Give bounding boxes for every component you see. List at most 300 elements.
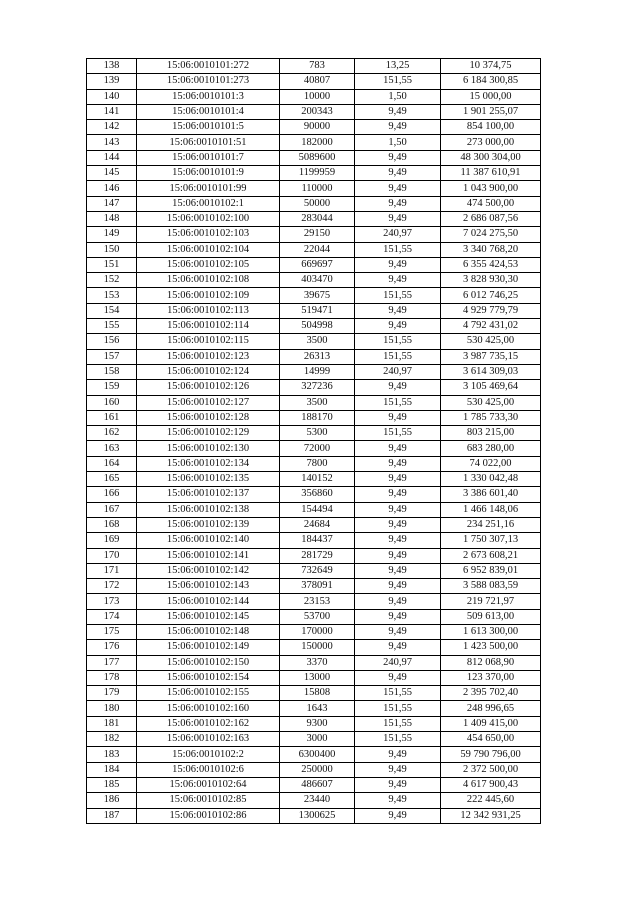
- area-cell: 72000: [280, 441, 355, 456]
- table-row: [87, 594, 541, 609]
- table-row: [87, 732, 541, 747]
- area-cell: 1300625: [280, 808, 355, 823]
- cadastral-number-cell: 15:06:0010102:2: [137, 747, 280, 762]
- rate-cell: 13,25: [355, 59, 441, 74]
- row-number-cell: 142: [87, 120, 137, 135]
- area-cell: 29150: [280, 227, 355, 242]
- table-row: [87, 808, 541, 823]
- row-number-cell: 138: [87, 59, 137, 74]
- rate-cell: 9,49: [355, 640, 441, 655]
- area-cell: 150000: [280, 640, 355, 655]
- rate-cell: 9,49: [355, 793, 441, 808]
- area-cell: 53700: [280, 609, 355, 624]
- cadastral-number-cell: 15:06:0010102:108: [137, 273, 280, 288]
- value-cell: 3 340 768,20: [441, 242, 541, 257]
- cadastral-number-cell: 15:06:0010102:145: [137, 609, 280, 624]
- area-cell: 281729: [280, 548, 355, 563]
- cadastral-number-cell: 15:06:0010101:99: [137, 181, 280, 196]
- row-number-cell: 162: [87, 426, 137, 441]
- table-row: [87, 472, 541, 487]
- rate-cell: 9,49: [355, 533, 441, 548]
- area-cell: 50000: [280, 196, 355, 211]
- row-number-cell: 155: [87, 319, 137, 334]
- rate-cell: 240,97: [355, 227, 441, 242]
- rate-cell: 151,55: [355, 349, 441, 364]
- row-number-cell: 179: [87, 686, 137, 701]
- value-cell: 2 372 500,00: [441, 762, 541, 777]
- value-cell: 3 614 309,03: [441, 364, 541, 379]
- document-page: [86, 58, 540, 824]
- rate-cell: 9,49: [355, 472, 441, 487]
- rate-cell: 9,49: [355, 579, 441, 594]
- cadastral-number-cell: 15:06:0010101:273: [137, 74, 280, 89]
- cadastral-number-cell: 15:06:0010102:134: [137, 456, 280, 471]
- area-cell: 403470: [280, 273, 355, 288]
- row-number-cell: 180: [87, 701, 137, 716]
- cadastral-number-cell: 15:06:0010102:143: [137, 579, 280, 594]
- cadastral-number-cell: 15:06:0010102:6: [137, 762, 280, 777]
- table-row: [87, 211, 541, 226]
- area-cell: 14999: [280, 364, 355, 379]
- table-row: [87, 410, 541, 425]
- table-row: [87, 701, 541, 716]
- value-cell: 3 386 601,40: [441, 487, 541, 502]
- row-number-cell: 171: [87, 563, 137, 578]
- area-cell: 188170: [280, 410, 355, 425]
- table-row: [87, 319, 541, 334]
- area-cell: 40807: [280, 74, 355, 89]
- rate-cell: 9,49: [355, 441, 441, 456]
- rate-cell: 9,49: [355, 609, 441, 624]
- area-cell: 10000: [280, 89, 355, 104]
- row-number-cell: 178: [87, 670, 137, 685]
- value-cell: 4 792 431,02: [441, 319, 541, 334]
- cadastral-number-cell: 15:06:0010102:130: [137, 441, 280, 456]
- cadastral-number-cell: 15:06:0010102:124: [137, 364, 280, 379]
- value-cell: 1 901 255,07: [441, 104, 541, 119]
- cadastral-number-cell: 15:06:0010102:135: [137, 472, 280, 487]
- value-cell: 3 105 469,64: [441, 380, 541, 395]
- cadastral-number-cell: 15:06:0010102:104: [137, 242, 280, 257]
- rate-cell: 9,49: [355, 211, 441, 226]
- table-row: [87, 579, 541, 594]
- table-row: [87, 548, 541, 563]
- cadastral-number-cell: 15:06:0010102:140: [137, 533, 280, 548]
- area-cell: 5300: [280, 426, 355, 441]
- value-cell: 7 024 275,50: [441, 227, 541, 242]
- cadastral-number-cell: 15:06:0010101:3: [137, 89, 280, 104]
- table-row: [87, 380, 541, 395]
- area-cell: 39675: [280, 288, 355, 303]
- table-row: [87, 288, 541, 303]
- value-cell: 4 617 900,43: [441, 777, 541, 792]
- table-row: [87, 609, 541, 624]
- table-row: [87, 104, 541, 119]
- row-number-cell: 143: [87, 135, 137, 150]
- area-cell: 519471: [280, 303, 355, 318]
- row-number-cell: 181: [87, 716, 137, 731]
- value-cell: 509 613,00: [441, 609, 541, 624]
- value-cell: 1 613 300,00: [441, 624, 541, 639]
- value-cell: 6 184 300,85: [441, 74, 541, 89]
- row-number-cell: 184: [87, 762, 137, 777]
- cadastral-number-cell: 15:06:0010101:4: [137, 104, 280, 119]
- value-cell: 3 588 083,59: [441, 579, 541, 594]
- rate-cell: 9,49: [355, 120, 441, 135]
- area-cell: 154494: [280, 502, 355, 517]
- row-number-cell: 160: [87, 395, 137, 410]
- area-cell: 327236: [280, 380, 355, 395]
- value-cell: 74 022,00: [441, 456, 541, 471]
- row-number-cell: 172: [87, 579, 137, 594]
- rate-cell: 9,49: [355, 487, 441, 502]
- area-cell: 9300: [280, 716, 355, 731]
- cadastral-number-cell: 15:06:0010102:144: [137, 594, 280, 609]
- area-cell: 3000: [280, 732, 355, 747]
- area-cell: 3500: [280, 395, 355, 410]
- row-number-cell: 170: [87, 548, 137, 563]
- rate-cell: 9,49: [355, 808, 441, 823]
- cadastral-number-cell: 15:06:0010102:141: [137, 548, 280, 563]
- cadastral-number-cell: 15:06:0010102:64: [137, 777, 280, 792]
- rate-cell: 240,97: [355, 364, 441, 379]
- cadastral-number-cell: 15:06:0010101:272: [137, 59, 280, 74]
- area-cell: 13000: [280, 670, 355, 685]
- area-cell: 15808: [280, 686, 355, 701]
- area-cell: 378091: [280, 579, 355, 594]
- area-cell: 170000: [280, 624, 355, 639]
- cadastral-number-cell: 15:06:0010101:51: [137, 135, 280, 150]
- table-row: [87, 227, 541, 242]
- table-row: [87, 364, 541, 379]
- value-cell: 273 000,00: [441, 135, 541, 150]
- cadastral-number-cell: 15:06:0010102:113: [137, 303, 280, 318]
- table-row: [87, 166, 541, 181]
- rate-cell: 9,49: [355, 150, 441, 165]
- row-number-cell: 152: [87, 273, 137, 288]
- value-cell: 234 251,16: [441, 517, 541, 532]
- cadastral-number-cell: 15:06:0010102:137: [137, 487, 280, 502]
- rate-cell: 240,97: [355, 655, 441, 670]
- area-cell: 184437: [280, 533, 355, 548]
- value-cell: 11 387 610,91: [441, 166, 541, 181]
- row-number-cell: 145: [87, 166, 137, 181]
- row-number-cell: 153: [87, 288, 137, 303]
- row-number-cell: 177: [87, 655, 137, 670]
- cadastral-number-cell: 15:06:0010102:149: [137, 640, 280, 655]
- rate-cell: 9,49: [355, 563, 441, 578]
- area-cell: 26313: [280, 349, 355, 364]
- value-cell: 2 395 702,40: [441, 686, 541, 701]
- value-cell: 1 466 148,06: [441, 502, 541, 517]
- rate-cell: 9,49: [355, 456, 441, 471]
- table-row: [87, 777, 541, 792]
- cadastral-number-cell: 15:06:0010102:142: [137, 563, 280, 578]
- row-number-cell: 139: [87, 74, 137, 89]
- area-cell: 356860: [280, 487, 355, 502]
- row-number-cell: 167: [87, 502, 137, 517]
- area-cell: 6300400: [280, 747, 355, 762]
- cadastral-number-cell: 15:06:0010101:5: [137, 120, 280, 135]
- table-row: [87, 762, 541, 777]
- row-number-cell: 174: [87, 609, 137, 624]
- rate-cell: 9,49: [355, 181, 441, 196]
- area-cell: 5089600: [280, 150, 355, 165]
- table-row: [87, 441, 541, 456]
- table-row: [87, 196, 541, 211]
- row-number-cell: 185: [87, 777, 137, 792]
- table-body: [87, 59, 541, 824]
- area-cell: 24684: [280, 517, 355, 532]
- table-row: [87, 456, 541, 471]
- value-cell: 2 673 608,21: [441, 548, 541, 563]
- area-cell: 7800: [280, 456, 355, 471]
- rate-cell: 151,55: [355, 242, 441, 257]
- value-cell: 1 409 415,00: [441, 716, 541, 731]
- rate-cell: 151,55: [355, 74, 441, 89]
- rate-cell: 151,55: [355, 701, 441, 716]
- cadastral-number-cell: 15:06:0010102:154: [137, 670, 280, 685]
- row-number-cell: 163: [87, 441, 137, 456]
- cadastral-number-cell: 15:06:0010102:126: [137, 380, 280, 395]
- value-cell: 59 790 796,00: [441, 747, 541, 762]
- rate-cell: 9,49: [355, 196, 441, 211]
- table-row: [87, 181, 541, 196]
- row-number-cell: 168: [87, 517, 137, 532]
- cadastral-number-cell: 15:06:0010102:139: [137, 517, 280, 532]
- row-number-cell: 164: [87, 456, 137, 471]
- cadastral-number-cell: 15:06:0010102:148: [137, 624, 280, 639]
- row-number-cell: 176: [87, 640, 137, 655]
- rate-cell: 151,55: [355, 716, 441, 731]
- value-cell: 6 952 839,01: [441, 563, 541, 578]
- rate-cell: 9,49: [355, 624, 441, 639]
- area-cell: 140152: [280, 472, 355, 487]
- row-number-cell: 158: [87, 364, 137, 379]
- cadastral-number-cell: 15:06:0010102:100: [137, 211, 280, 226]
- value-cell: 48 300 304,00: [441, 150, 541, 165]
- value-cell: 1 043 900,00: [441, 181, 541, 196]
- rate-cell: 9,49: [355, 777, 441, 792]
- table-row: [87, 487, 541, 502]
- cadastral-number-cell: 15:06:0010102:155: [137, 686, 280, 701]
- row-number-cell: 150: [87, 242, 137, 257]
- table-row: [87, 533, 541, 548]
- value-cell: 6 355 424,53: [441, 257, 541, 272]
- row-number-cell: 169: [87, 533, 137, 548]
- area-cell: 250000: [280, 762, 355, 777]
- table-row: [87, 150, 541, 165]
- cadastral-number-cell: 15:06:0010102:1: [137, 196, 280, 211]
- rate-cell: 1,50: [355, 89, 441, 104]
- cadastral-number-cell: 15:06:0010102:85: [137, 793, 280, 808]
- table-row: [87, 257, 541, 272]
- area-cell: 200343: [280, 104, 355, 119]
- cadastral-number-cell: 15:06:0010102:128: [137, 410, 280, 425]
- rate-cell: 9,49: [355, 670, 441, 685]
- row-number-cell: 141: [87, 104, 137, 119]
- area-cell: 1643: [280, 701, 355, 716]
- row-number-cell: 161: [87, 410, 137, 425]
- rate-cell: 151,55: [355, 426, 441, 441]
- value-cell: 474 500,00: [441, 196, 541, 211]
- area-cell: 23440: [280, 793, 355, 808]
- table-row: [87, 349, 541, 364]
- rate-cell: 9,49: [355, 410, 441, 425]
- rate-cell: 9,49: [355, 594, 441, 609]
- value-cell: 803 215,00: [441, 426, 541, 441]
- row-number-cell: 183: [87, 747, 137, 762]
- rate-cell: 151,55: [355, 686, 441, 701]
- table-row: [87, 426, 541, 441]
- rate-cell: 151,55: [355, 732, 441, 747]
- cadastral-number-cell: 15:06:0010102:163: [137, 732, 280, 747]
- rate-cell: 9,49: [355, 517, 441, 532]
- table-row: [87, 74, 541, 89]
- area-cell: 283044: [280, 211, 355, 226]
- table-row: [87, 120, 541, 135]
- rate-cell: 9,49: [355, 380, 441, 395]
- value-cell: 123 370,00: [441, 670, 541, 685]
- table-row: [87, 242, 541, 257]
- area-cell: 504998: [280, 319, 355, 334]
- value-cell: 3 828 930,30: [441, 273, 541, 288]
- area-cell: 22044: [280, 242, 355, 257]
- row-number-cell: 156: [87, 334, 137, 349]
- cadastral-number-cell: 15:06:0010102:114: [137, 319, 280, 334]
- rate-cell: 151,55: [355, 395, 441, 410]
- cadastral-number-cell: 15:06:0010102:160: [137, 701, 280, 716]
- row-number-cell: 154: [87, 303, 137, 318]
- row-number-cell: 148: [87, 211, 137, 226]
- row-number-cell: 159: [87, 380, 137, 395]
- cadastral-number-cell: 15:06:0010102:105: [137, 257, 280, 272]
- rate-cell: 9,49: [355, 257, 441, 272]
- row-number-cell: 149: [87, 227, 137, 242]
- rate-cell: 1,50: [355, 135, 441, 150]
- table-row: [87, 395, 541, 410]
- table-row: [87, 793, 541, 808]
- cadastral-number-cell: 15:06:0010102:86: [137, 808, 280, 823]
- cadastral-number-cell: 15:06:0010102:115: [137, 334, 280, 349]
- value-cell: 248 996,65: [441, 701, 541, 716]
- table-row: [87, 334, 541, 349]
- row-number-cell: 140: [87, 89, 137, 104]
- area-cell: 3370: [280, 655, 355, 670]
- value-cell: 530 425,00: [441, 334, 541, 349]
- cadastral-number-cell: 15:06:0010102:123: [137, 349, 280, 364]
- table-row: [87, 517, 541, 532]
- area-cell: 669697: [280, 257, 355, 272]
- row-number-cell: 187: [87, 808, 137, 823]
- value-cell: 2 686 087,56: [441, 211, 541, 226]
- table-row: [87, 502, 541, 517]
- table-row: [87, 303, 541, 318]
- area-cell: 110000: [280, 181, 355, 196]
- rate-cell: 9,49: [355, 762, 441, 777]
- cadastral-number-cell: 15:06:0010101:7: [137, 150, 280, 165]
- value-cell: 454 650,00: [441, 732, 541, 747]
- value-cell: 812 068,90: [441, 655, 541, 670]
- cadastral-number-cell: 15:06:0010101:9: [137, 166, 280, 181]
- cadastral-number-cell: 15:06:0010102:150: [137, 655, 280, 670]
- table-row: [87, 747, 541, 762]
- table-row: [87, 670, 541, 685]
- table-row: [87, 563, 541, 578]
- cadastral-number-cell: 15:06:0010102:127: [137, 395, 280, 410]
- area-cell: 23153: [280, 594, 355, 609]
- rate-cell: 9,49: [355, 273, 441, 288]
- rate-cell: 9,49: [355, 166, 441, 181]
- table-row: [87, 716, 541, 731]
- value-cell: 6 012 746,25: [441, 288, 541, 303]
- value-cell: 219 721,97: [441, 594, 541, 609]
- value-cell: 854 100,00: [441, 120, 541, 135]
- table-row: [87, 686, 541, 701]
- area-cell: 3500: [280, 334, 355, 349]
- row-number-cell: 151: [87, 257, 137, 272]
- rate-cell: 9,49: [355, 747, 441, 762]
- value-cell: 1 750 307,13: [441, 533, 541, 548]
- table-row: [87, 273, 541, 288]
- area-cell: 182000: [280, 135, 355, 150]
- rate-cell: 9,49: [355, 303, 441, 318]
- row-number-cell: 144: [87, 150, 137, 165]
- rate-cell: 151,55: [355, 288, 441, 303]
- rate-cell: 9,49: [355, 502, 441, 517]
- table-row: [87, 624, 541, 639]
- rate-cell: 151,55: [355, 334, 441, 349]
- table-row: [87, 135, 541, 150]
- cadastral-number-cell: 15:06:0010102:103: [137, 227, 280, 242]
- rate-cell: 9,49: [355, 548, 441, 563]
- value-cell: 10 374,75: [441, 59, 541, 74]
- cadastral-number-cell: 15:06:0010102:109: [137, 288, 280, 303]
- cadastral-value-table: [86, 58, 541, 824]
- table-row: [87, 59, 541, 74]
- value-cell: 530 425,00: [441, 395, 541, 410]
- area-cell: 732649: [280, 563, 355, 578]
- value-cell: 1 785 733,30: [441, 410, 541, 425]
- row-number-cell: 182: [87, 732, 137, 747]
- area-cell: 783: [280, 59, 355, 74]
- value-cell: 12 342 931,25: [441, 808, 541, 823]
- row-number-cell: 186: [87, 793, 137, 808]
- rate-cell: 9,49: [355, 319, 441, 334]
- value-cell: 4 929 779,79: [441, 303, 541, 318]
- value-cell: 15 000,00: [441, 89, 541, 104]
- row-number-cell: 175: [87, 624, 137, 639]
- row-number-cell: 165: [87, 472, 137, 487]
- row-number-cell: 166: [87, 487, 137, 502]
- row-number-cell: 157: [87, 349, 137, 364]
- table-row: [87, 655, 541, 670]
- area-cell: 486607: [280, 777, 355, 792]
- area-cell: 90000: [280, 120, 355, 135]
- value-cell: 1 330 042,48: [441, 472, 541, 487]
- table-row: [87, 640, 541, 655]
- row-number-cell: 173: [87, 594, 137, 609]
- area-cell: 1199959: [280, 166, 355, 181]
- value-cell: 1 423 500,00: [441, 640, 541, 655]
- cadastral-number-cell: 15:06:0010102:162: [137, 716, 280, 731]
- rate-cell: 9,49: [355, 104, 441, 119]
- row-number-cell: 146: [87, 181, 137, 196]
- row-number-cell: 147: [87, 196, 137, 211]
- cadastral-number-cell: 15:06:0010102:138: [137, 502, 280, 517]
- cadastral-number-cell: 15:06:0010102:129: [137, 426, 280, 441]
- value-cell: 683 280,00: [441, 441, 541, 456]
